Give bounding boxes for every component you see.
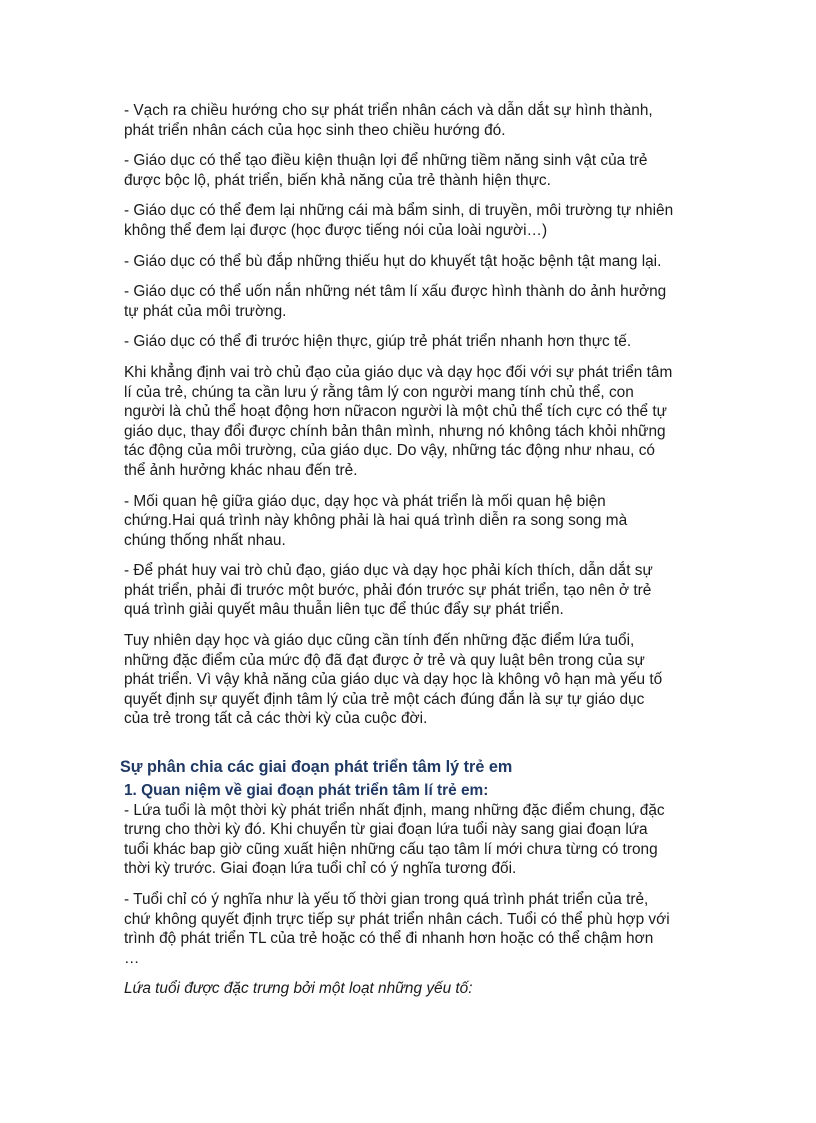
paragraph-age-time-factor: - Tuổi chỉ có ý nghĩa như là yếu tố thời gian trong quá trình phát triển của trẻ, chứ không quyết định trực tiếp sự phát triển nhân cách. Tuổi có thể phù hợp với trình độ phát triển TL của trẻ hoặc có thể đi nhanh hơn hoặc có thể chậm hơn … [124,891,670,967]
paragraph-age-period: - Lứa tuổi là một thời kỳ phát triển nhất định, mang những đặc điểm chung, đặc trưng cho thời kỳ đó. Khi chuyển từ giai đoạn lứa tuổi này sang giai đoạn lứa tuổi khác bap giờ cũng xuất hiện những cấu tạo tâm lí mới chưa từng có trong thời kỳ trước. Giai đoạn lứa tuổi chỉ có ý nghĩa tương đối. [124,801,665,878]
document-page [120,101,698,1010]
paragraph-innate-limits: - Giáo dục có thể đem lại những cái mà bẩm sinh, di truyền, môi trường tự nhiên không thể đem lại được (học được tiếng nói của loài người…) [124,202,674,239]
paragraph-compensate-defects: - Giáo dục có thể bù đắp những thiếu hụt do khuyết tật hoặc bệnh tật mang lại. [124,252,662,270]
paragraph-self-education: Tuy nhiên dạy học và giáo dục cũng cần tính đến những đặc điểm lứa tuổi, những đặc điểm của mức độ đã đạt được ở trẻ và quy luật bên trong của sự phát triển. Vì vậy khả năng của giáo dục và dạy học là không vô hạn mà yếu tố quyết định sự quyết định tâm lý của trẻ một cách đúng đắn là sự tự giáo dục của trẻ trong tất cả các thời kỳ của cuộc đời. [124,632,663,728]
paragraph-correct-traits: - Giáo dục có thể uốn nắn những nét tâm lí xấu được hình thành do ảnh hưởng tự phát của môi trường. [124,283,667,320]
paragraph-leading-role: Khi khẳng định vai trò chủ đạo của giáo dục và dạy học đối với sự phát triển tâm lí của trẻ, chúng ta cần lưu ý rằng tâm lý con người mang tính chủ thể, con người là chủ thể hoạt động hơn nữacon người là một chủ thể tích cực có thể tự giáo dục, thay đổi được chính bản thân mình, nhưng nó không tách khỏi những tác động của môi trường, của giáo dục. Do vậy, những tác động như nhau, có thể ảnh hưởng khác nhau đến trẻ. [124,363,673,479]
paragraph-ahead-of-reality: - Giáo dục có thể đi trước hiện thực, giúp trẻ phát triển nhanh hơn thực tế. [124,333,632,351]
subsection-heading: 1. Quan niệm về giai đoạn phát triển tâm lí trẻ em: [124,782,489,800]
paragraph-dialectical-relation: - Mối quan hệ giữa giáo dục, dạy học và phát triển là mối quan hệ biện chứng.Hai quá trình này không phải là hai quá trình diễn ra song song mà chúng thống nhất nhau. [124,492,628,549]
paragraph-guide-direction: - Vạch ra chiều hướng cho sự phát triển nhân cách và dẫn dắt sự hình thành, phát triển nhân cách của học sinh theo chiều hướng đó. [124,102,653,139]
paragraph-favorable-conditions: - Giáo dục có thể tạo điều kiện thuận lợi để những tiềm năng sinh vật của trẻ được bộc lộ, phát triển, biến khả năng của trẻ thành hiện thực. [124,152,648,189]
paragraph-stimulate-development: - Để phát huy vai trò chủ đạo, giáo dục và dạy học phải kích thích, dẫn dắt sự phát triển, phải đi trước một bước, phải đón trước sự phát triển, tạo nên ở trẻ quá trình giải quyết mâu thuẫn liên tục để thúc đẩy sự phát triển. [124,562,653,619]
closing-italic-line: Lứa tuổi được đặc trưng bởi một loạt những yếu tố: [124,980,473,998]
section-heading: Sự phân chia các giai đoạn phát triển tâm lý trẻ em [120,758,513,777]
